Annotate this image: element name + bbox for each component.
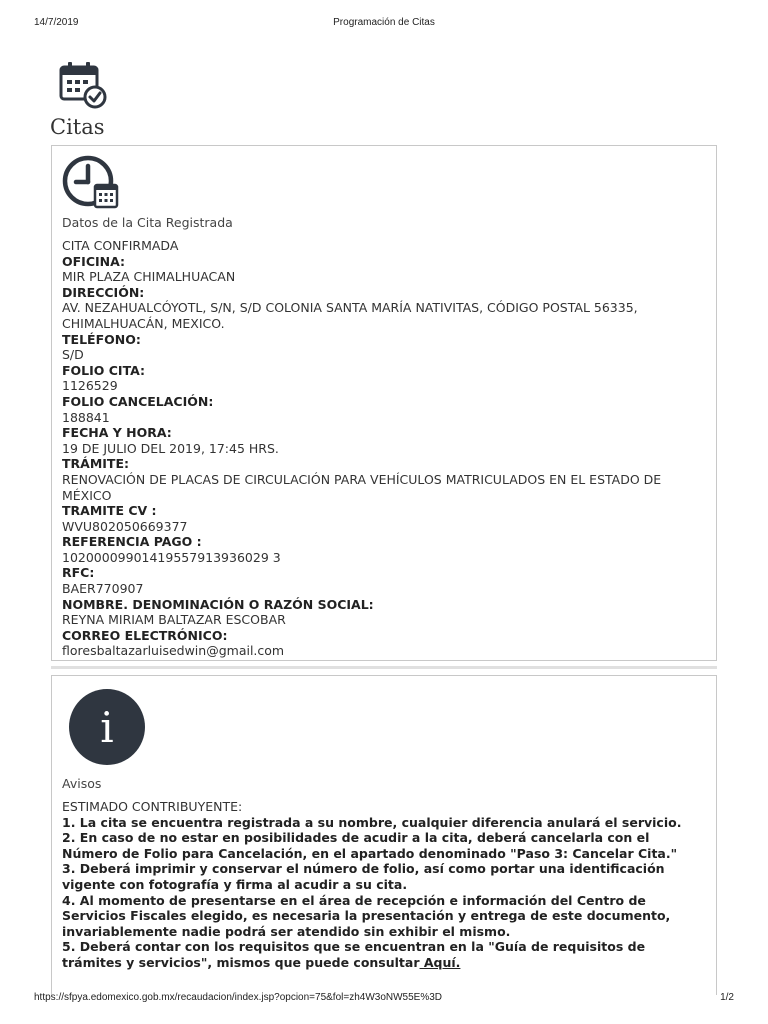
- notice-item: 1. La cita se encuentra registrada a su nombre, cualquier diferencia anulará el servicio.: [62, 814, 682, 830]
- info-circle-icon: [68, 688, 146, 766]
- svg-text:i: i: [100, 703, 114, 752]
- folio-label: FOLIO CITA:: [62, 362, 146, 378]
- page-number: 1/2: [720, 992, 734, 1003]
- print-footer: [34, 992, 734, 1006]
- appointment-panel: [51, 145, 717, 661]
- notices-panel: [51, 675, 717, 995]
- procedure-value: RENOVACIÓN DE PLACAS DE CIRCULACIÓN PARA VEHÍCULOS MATRICULADOS EN EL ESTADO DE MÉXICO: [62, 471, 662, 503]
- appointment-status: CITA CONFIRMADA: [62, 238, 179, 253]
- print-date: 14/7/2019: [34, 17, 79, 28]
- section-divider: [51, 666, 717, 669]
- office-label: OFICINA:: [62, 253, 126, 269]
- clock-calendar-icon: [62, 154, 120, 212]
- payment-reference-value: 10200009901419557913936029 3: [62, 549, 281, 565]
- appointment-details: [62, 238, 704, 659]
- notice-item-text: 5. Deberá contar con los requisitos que se encuentran en la "Guía de requisitos de trámites y servicios", mismos que puede consultar: [62, 939, 646, 970]
- notice-item-last: [62, 939, 708, 970]
- notices-greeting: ESTIMADO CONTRIBUYENTE:: [62, 799, 243, 814]
- appointment-heading: Datos de la Cita Registrada: [62, 215, 233, 230]
- address-label: DIRECCIÓN:: [62, 284, 145, 300]
- cancel-folio-value: 188841: [62, 409, 110, 425]
- notices-heading: Avisos: [62, 776, 102, 791]
- folio-value: 1126529: [62, 378, 118, 394]
- guide-link[interactable]: Aquí.: [419, 954, 461, 970]
- procedure-label: TRÁMITE:: [62, 456, 129, 472]
- rfc-value: BAER770907: [62, 581, 144, 597]
- notices-list: [62, 799, 708, 971]
- address-value: AV. NEZAHUALCÓYOTL, S/N, S/D COLONIA SANTA MARÍA NATIVITAS, CÓDIGO POSTAL 56335, CHIMALHUACÁN, MEXICO.: [62, 300, 638, 331]
- email-value: floresbaltazarluisedwin@gmail.com: [62, 643, 285, 659]
- procedure-cv-label: TRAMITE CV :: [62, 503, 157, 519]
- payment-reference-label: REFERENCIA PAGO :: [62, 534, 202, 550]
- print-title: Programación de Citas: [333, 17, 435, 28]
- datetime-label: FECHA Y HORA:: [62, 425, 172, 441]
- notice-item: 4. Al momento de presentarse en el área de recepción e información del Centro de Servicios Fiscales elegido, es necesaria la presentación y entrega de este documento, invariablemente nadie podrá ser atendido sin exhibir el mismo.: [62, 892, 671, 939]
- phone-label: TELÉFONO:: [62, 331, 141, 347]
- office-value: MIR PLAZA CHIMALHUACAN: [62, 269, 236, 285]
- datetime-value: 19 DE JULIO DEL 2019, 17:45 HRS.: [62, 440, 279, 456]
- notice-item: 3. Deberá imprimir y conservar el número de folio, así como portar una identificación vigente con fotografía y firma al acudir a su cita.: [62, 861, 665, 892]
- phone-value: S/D: [62, 347, 84, 363]
- print-url: https://sfpya.edomexico.gob.mx/recaudacion/index.jsp?opcion=75&fol=zh4W3oNW55E%3D: [34, 992, 443, 1003]
- notice-item: 2. En caso de no estar en posibilidades de acudir a la cita, deberá cancelarla con el Número de Folio para Cancelación, en el apartado denominado "Paso 3: Cancelar Cita.": [62, 830, 678, 861]
- email-label: CORREO ELECTRÓNICO:: [62, 627, 228, 643]
- rfc-label: RFC:: [62, 565, 95, 581]
- procedure-cv-value: WVU802050669377: [62, 518, 188, 534]
- calendar-check-icon: [58, 60, 108, 110]
- name-value: REYNA MIRIAM BALTAZAR ESCOBAR: [62, 612, 286, 628]
- print-header: [34, 17, 734, 31]
- page-title: Citas: [50, 115, 105, 139]
- name-label: NOMBRE. DENOMINACIÓN O RAZÓN SOCIAL:: [62, 596, 374, 612]
- cancel-folio-label: FOLIO CANCELACIÓN:: [62, 393, 214, 409]
